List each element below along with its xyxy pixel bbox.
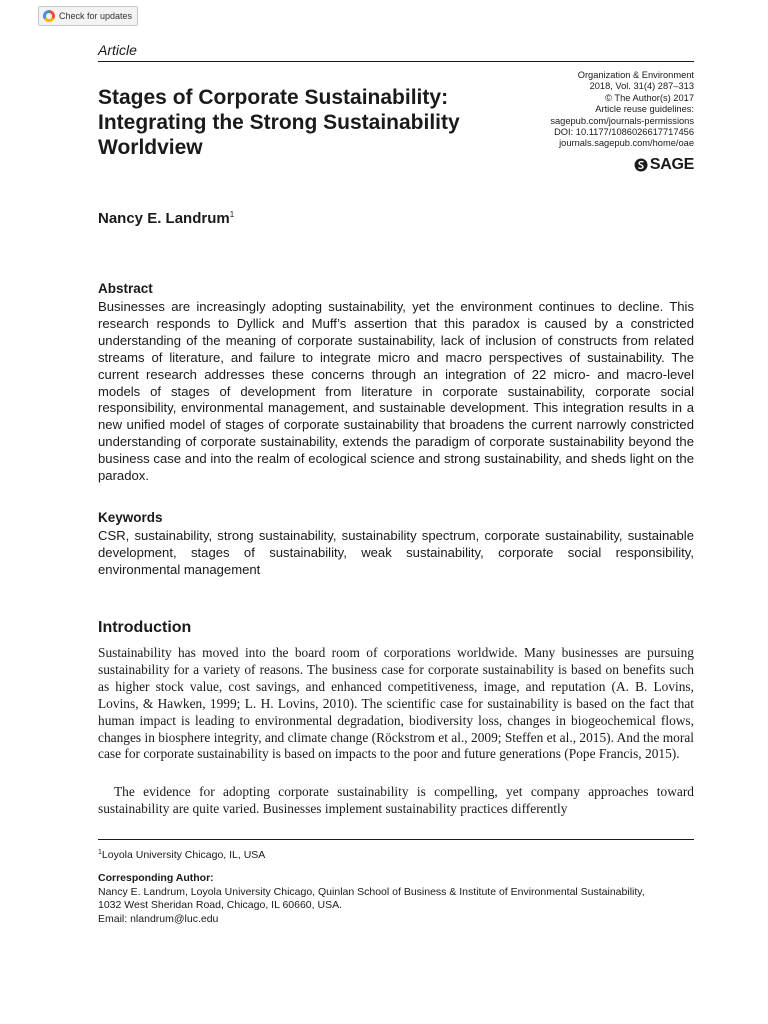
journal-permissions-link[interactable]: sagepub.com/journals-permissions [550,115,694,126]
corresponding-author-email[interactable]: Email: nlandrum@luc.edu [98,912,219,925]
corresponding-author-label: Corresponding Author: [98,872,214,884]
journal-home-link[interactable]: journals.sagepub.com/home/oae [559,138,694,149]
abstract-text: Businesses are increasingly adopting sustainability, yet the environment continues to decline. This research responds to Dyllick and Muff’s assertion that this paradox is caused by a constricted understanding of the meaning of corporate sustainability, lack of inclusion of constructs from related streams of literature, and failure to integrate micro and macro perspectives of sustainability. The current research addresses these concerns through an integration of 22 micro- and macro-level models of stages of development from literature in corporate sustainability, corporate social responsibility, environmental management, and sustainable development. This integration results in a new unified model of stages of corporate sustainability that broadens the current narrowly constricted understanding of corporate sustainability, extends the paradigm of corporate sustainability beyond the business case and into the realm of ecological science and strong sustainability, and sheds light on the paradox. [98,299,694,484]
author-name-text: Nancy E. Landrum [98,210,230,227]
sage-logo-icon [634,158,648,172]
journal-volume: 2018, Vol. 31(4) 287–313 [589,81,694,92]
article-type-label: Article [98,42,137,58]
affiliation-marker: 1 [98,849,102,856]
journal-name: Organization & Environment [577,70,694,80]
author-affiliation-marker: 1 [229,210,235,219]
journal-copyright: © The Author(s) 2017 [605,92,694,103]
paper-title: Stages of Corporate Sustainability: Integrating the Strong Sustainability Worldview [98,86,460,159]
check-for-updates-button[interactable] [38,6,138,26]
header-divider [98,61,694,62]
keywords-heading: Keywords [98,510,163,525]
introduction-paragraph-2: The evidence for adopting corporate sustainability is compelling, yet company approaches toward sustainability are quite varied. Businesses implement sustainability practices differently [98,784,694,816]
keywords-text: CSR, sustainability, strong sustainability, sustainability spectrum, corporate sustainability, sustainable development, stages of sustainability, weak sustainability, corporate social responsibility, environmental management [98,528,694,577]
affiliation-footnote [98,849,265,861]
affiliation-text: Loyola University Chicago, IL, USA [101,849,266,861]
journal-doi[interactable]: DOI: 10.1177/1086026617717456 [554,127,694,138]
corresponding-author [98,872,708,926]
abstract-heading: Abstract [98,281,153,296]
check-for-updates-label: Check for updates [59,11,133,21]
author-name [98,210,234,227]
introduction-heading: Introduction [98,619,192,636]
corresponding-author-line-1: Nancy E. Landrum, Loyola University Chicago, Quinlan School of Business & Institute of Environmental Sustainability, [98,885,645,898]
sage-logo-text: SAGE [649,156,694,173]
sage-logo [634,156,694,174]
journal-info [474,70,694,150]
journal-reuse: Article reuse guidelines: [595,104,694,115]
corresponding-author-line-2: 1032 West Sheridan Road, Chicago, IL 60660, USA. [98,899,342,911]
introduction-paragraph-1: Sustainability has moved into the board room of corporations worldwide. Many businesses are pursuing sustainability for a variety of reasons. The business case for corporate sustainability is based on benefits such as higher stock value, cost savings, and enhanced competitiveness, image, and reputation (A. B. Lovins, Lovins, & Hawken, 1999; L. H. Lovins, 2010). The scientific case for sustainability is based on the fact that human impact is leading to environmental degradation, biodiversity loss, changes in biogeochemical flows, changes in biosphere integrity, and climate change (Röckstrom et al., 2009; Steffen et al., 2015). And the moral case for corporate sustainability is based on impacts to the poor and future generations (Pope Francis, 2015). [98,645,694,762]
footnote-divider [98,839,694,840]
crossmark-icon [43,10,55,22]
